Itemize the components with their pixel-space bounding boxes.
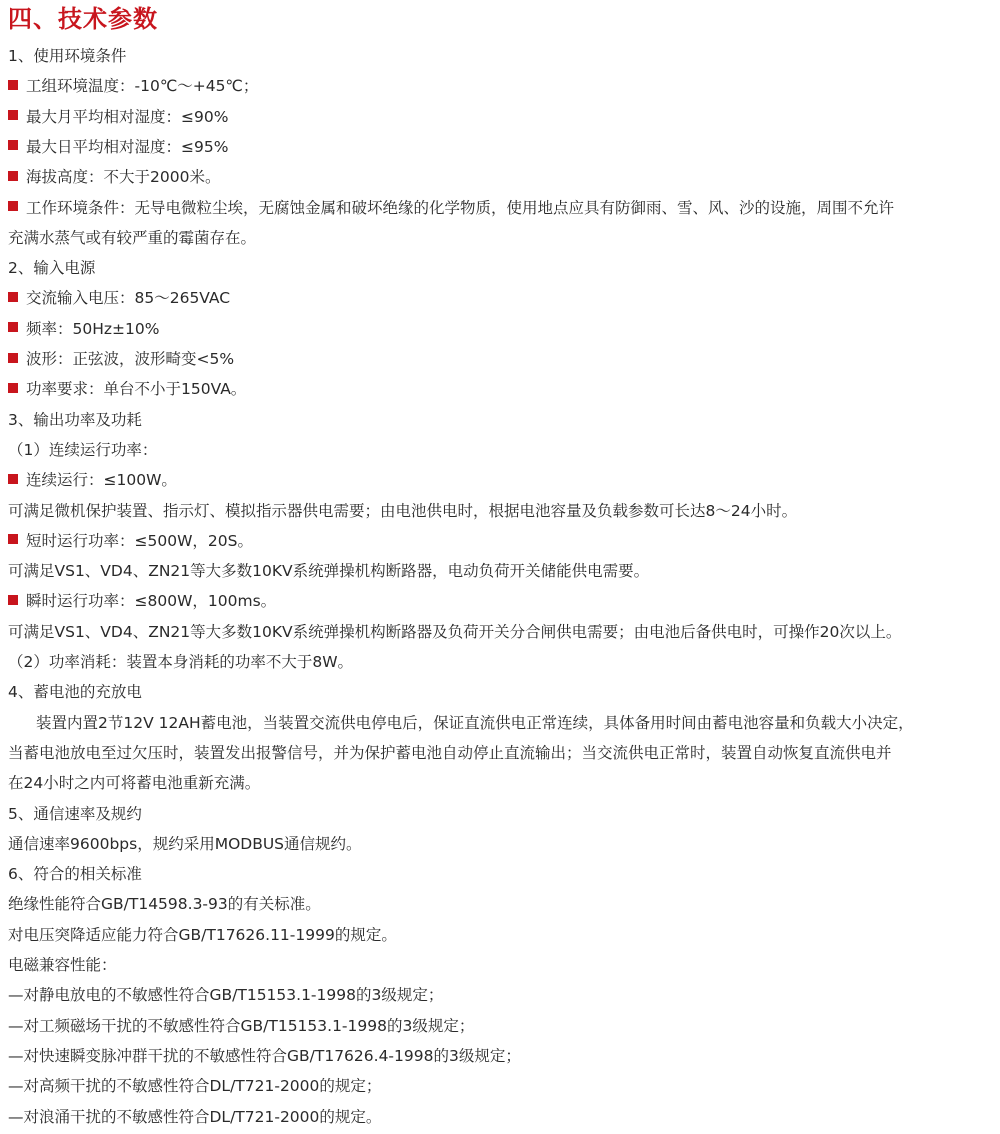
line-text: 短时运行功率：≤500W，20S。: [26, 531, 253, 550]
text-line: [8, 829, 1000, 859]
line-text: 充满水蒸气或有较严重的霉菌存在。: [8, 228, 257, 247]
bullet-list-item: [8, 283, 1000, 313]
text-line: [8, 677, 1000, 707]
line-text: 可满足VS1、VD4、ZN21等大多数10KV系统弹操机构断路器，电动负荷开关储能供电需要。: [8, 562, 650, 581]
red-square-bullet-icon: [8, 353, 18, 363]
line-text: 在24小时之内可将蓄电池重新充满。: [8, 774, 261, 793]
line-text: 通信速率9600bps，规约采用MODBUS通信规约。: [8, 834, 362, 853]
text-line: [8, 950, 1000, 980]
line-text: 5、通信速率及规约: [8, 804, 142, 823]
bullet-list-item: [8, 374, 1000, 404]
line-text: 可满足VS1、VD4、ZN21等大多数10KV系统弹操机构断路器及负荷开关分合闸供电需要；由电池后备供电时，可操作20次以上。: [8, 622, 902, 641]
text-line: [8, 799, 1000, 829]
line-text: —对静电放电的不敏感性符合GB/T15153.1-1998的3级规定；: [8, 986, 444, 1005]
red-square-bullet-icon: [8, 383, 18, 393]
bullet-list-item: [8, 526, 1000, 556]
red-square-bullet-icon: [8, 474, 18, 484]
text-line: [8, 253, 1000, 283]
text-line: [36, 708, 1000, 738]
text-line: [8, 738, 1000, 768]
text-line: [8, 1102, 1000, 1132]
text-line: [8, 496, 1000, 526]
red-square-bullet-icon: [8, 110, 18, 120]
line-text: 功率要求：单台不小于150VA。: [26, 380, 247, 399]
text-line: [8, 859, 1000, 889]
line-text: —对工频磁场干扰的不敏感性符合GB/T15153.1-1998的3级规定；: [8, 1016, 475, 1035]
text-line: [8, 435, 1000, 465]
line-text: 绝缘性能符合GB/T14598.3-93的有关标准。: [8, 895, 321, 914]
line-text: 2、输入电源: [8, 259, 96, 278]
text-line: [8, 1011, 1000, 1041]
red-square-bullet-icon: [8, 80, 18, 90]
text-line: [8, 617, 1000, 647]
text-line: [8, 920, 1000, 950]
bullet-list-item: [8, 314, 1000, 344]
text-line: [8, 405, 1000, 435]
line-text: 装置内置2节12V 12AH蓄电池，当装置交流供电停电后，保证直流供电正常连续，具体备用时间由蓄电池容量和负载大小决定，: [36, 713, 914, 732]
text-line: [8, 768, 1000, 798]
line-text: 当蓄电池放电至过欠压时，装置发出报警信号，并为保护蓄电池自动停止直流输出；当交流供电正常时，装置自动恢复直流供电并: [8, 743, 892, 762]
line-text: 交流输入电压：85～265VAC: [26, 289, 231, 308]
text-line: [8, 1041, 1000, 1071]
red-square-bullet-icon: [8, 534, 18, 544]
line-text: 最大日平均相对湿度：≤95%: [26, 137, 229, 156]
line-text: （2）功率消耗：装置本身消耗的功率不大于8W。: [8, 653, 354, 671]
page-title: 四、技术参数: [8, 5, 158, 33]
red-square-bullet-icon: [8, 292, 18, 302]
line-text: 可满足微机保护装置、指示灯、模拟指示器供电需要；由电池供电时，根据电池容量及负载参数可长达8～24小时。: [8, 501, 798, 520]
text-line: [8, 647, 1000, 677]
text-line: [8, 41, 1000, 71]
line-text: 3、输出功率及功耗: [8, 410, 142, 429]
line-text: （1）连续运行功率：: [8, 440, 158, 459]
red-square-bullet-icon: [8, 140, 18, 150]
text-line: [8, 980, 1000, 1010]
text-line: [8, 889, 1000, 919]
line-text: 工作环境条件：无导电微粒尘埃，无腐蚀金属和破坏绝缘的化学物质，使用地点应具有防御雨、雪、风、沙的设施，周围不允许: [26, 198, 895, 217]
line-text: —对浪涌干扰的不敏感性符合DL/T721-2000的规定。: [8, 1107, 382, 1126]
line-text: 1、使用环境条件: [8, 47, 127, 65]
bullet-list-item: [8, 465, 1000, 495]
line-text: 6、符合的相关标准: [8, 865, 142, 884]
red-square-bullet-icon: [8, 595, 18, 605]
bullet-list-item: [8, 132, 1000, 162]
line-text: 波形：正弦波，波形畸变<5%: [26, 350, 235, 368]
line-text: 工组环境温度：-10℃～+45℃；: [26, 77, 259, 96]
bullet-list-item: [8, 586, 1000, 616]
line-text: 瞬时运行功率：≤800W，100ms。: [26, 592, 277, 611]
line-text: 海拔高度：不大于2000米。: [26, 168, 221, 187]
line-text: 频率：50Hz±10%: [26, 319, 160, 338]
bullet-list-item: [8, 162, 1000, 192]
red-square-bullet-icon: [8, 171, 18, 181]
line-text: 对电压突降适应能力符合GB/T17626.11-1999的规定。: [8, 925, 397, 944]
line-text: 连续运行：≤100W。: [26, 471, 177, 490]
line-text: 4、蓄电池的充放电: [8, 683, 142, 702]
text-line: [8, 556, 1000, 586]
text-line: [8, 223, 1000, 253]
bullet-list-item: [8, 102, 1000, 132]
text-line: [8, 1071, 1000, 1101]
bullet-list-item: [8, 71, 1000, 101]
line-text: 电磁兼容性能：: [8, 956, 117, 974]
line-text: —对快速瞬变脉冲群干扰的不敏感性符合GB/T17626.4-1998的3级规定；: [8, 1046, 521, 1065]
red-square-bullet-icon: [8, 201, 18, 211]
red-square-bullet-icon: [8, 322, 18, 332]
bullet-list-item: [8, 193, 1000, 223]
line-text: —对高频干扰的不敏感性符合DL/T721-2000的规定；: [8, 1077, 382, 1096]
line-text: 最大月平均相对湿度：≤90%: [26, 107, 229, 126]
bullet-list-item: [8, 344, 1000, 374]
